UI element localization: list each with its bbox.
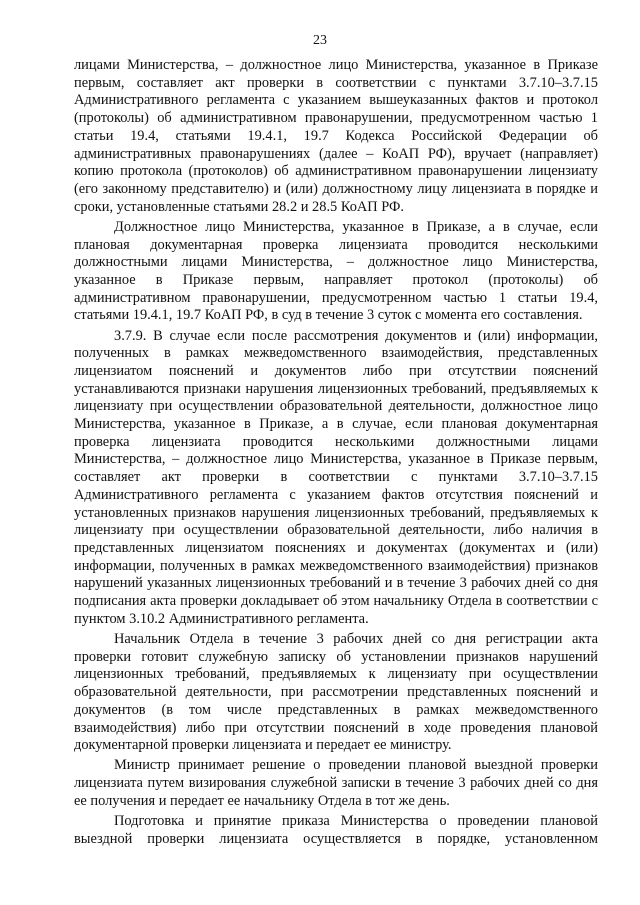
paragraph-2: Должностное лицо Министерства, указанное в Приказе, а в случае, если плановая документарная проверка лицензиата проводится несколькими должностными лицами Министерства, – должностное лицо Министерства, указанное в Приказе первым, направляет протокол (протоколы) об административном правонарушении, предусмотренном частью 1 статьи 19.4, статьями 19.4.1, 19.7 КоАП РФ, в суд в течение 3 суток с момента его составления. (74, 218, 598, 324)
paragraph-1: лицами Министерства, – должностное лицо Министерства, указанное в Приказе первым, составляет акт проверки в соответствии с пунктами 3.7.10–3.7.15 Административного регламента с указанием вышеуказанных фактов и протокол (протоколы) об административном правонарушении, предусмотренном частью 1 статьи 19.4, статьями 19.4.1, 19.7 Кодекса Российской Федерации об административных правонарушениях (далее – КоАП РФ), вручает (направляет) копию протокола (протоколов) об административном правонарушении лицензиату (его законному представителю) и (или) должностному лицу лицензиата в порядке и сроки, установленные статьями 28.2 и 28.5 КоАП РФ. (74, 57, 598, 215)
paragraph-4: Начальник Отдела в течение 3 рабочих дней со дня регистрации акта проверки готовит служебную записку об установлении признаков нарушений лицензионных требований, предъявляемых к лицензиату при осуществлении образовательной деятельности, при рассмотрении представленных пояснений и документов (в том числе представленных в рамках межведомственного взаимодействия) либо при отсутствии пояснений в ходе проведения плановой документарной проверки лицензиата и передает ее министру. (74, 631, 598, 754)
document-body (74, 57, 598, 851)
paragraph-6: Подготовка и принятие приказа Министерства о проведении плановой выездной проверки лицензиата осуществляется в порядке, установленном (74, 813, 598, 847)
paragraph-3-section-3-7-9: 3.7.9. В случае если после рассмотрения документов и (или) информации, полученных в рамках межведомственного взаимодействия, представленных лицензиатом пояснений и документов либо при отсутствии пояснений устанавливаются признаки нарушения лицензионных требований, предъявляемых к лицензиату при осуществлении образовательной деятельности, должностное лицо Министерства, указанное в Приказе, а в случае, если плановая документарная проверка лицензиата проводится несколькими должностными лицами Министерства, – должностное лицо Министерства, указанное в Приказе первым, составляет акт проверки в соответствии с пунктами 3.7.10–3.7.15 Административного регламента с указанием фактов отсутствия пояснений и установленных признаков нарушения лицензионных требований, предъявляемых к лицензиату при осуществлении образовательной деятельности, либо наличия в представленных лицензиатом пояснениях и документах (документах и (или) информации, полученных в рамках межведомственного взаимодействия) признаков нарушений указанных лицензионных требований и в течение 3 рабочих дней со дня подписания акта проверки докладывает об этом начальнику Отдела в соответствии с пунктом 3.10.2 Административного регламента. (74, 327, 598, 627)
page-number: 23 (313, 33, 327, 48)
paragraph-5: Министр принимает решение о проведении плановой выездной проверки лицензиата путем визирования служебной записки в течение 3 рабочих дней со дня ее получения и передает ее начальнику Отдела в тот же день. (74, 757, 598, 809)
